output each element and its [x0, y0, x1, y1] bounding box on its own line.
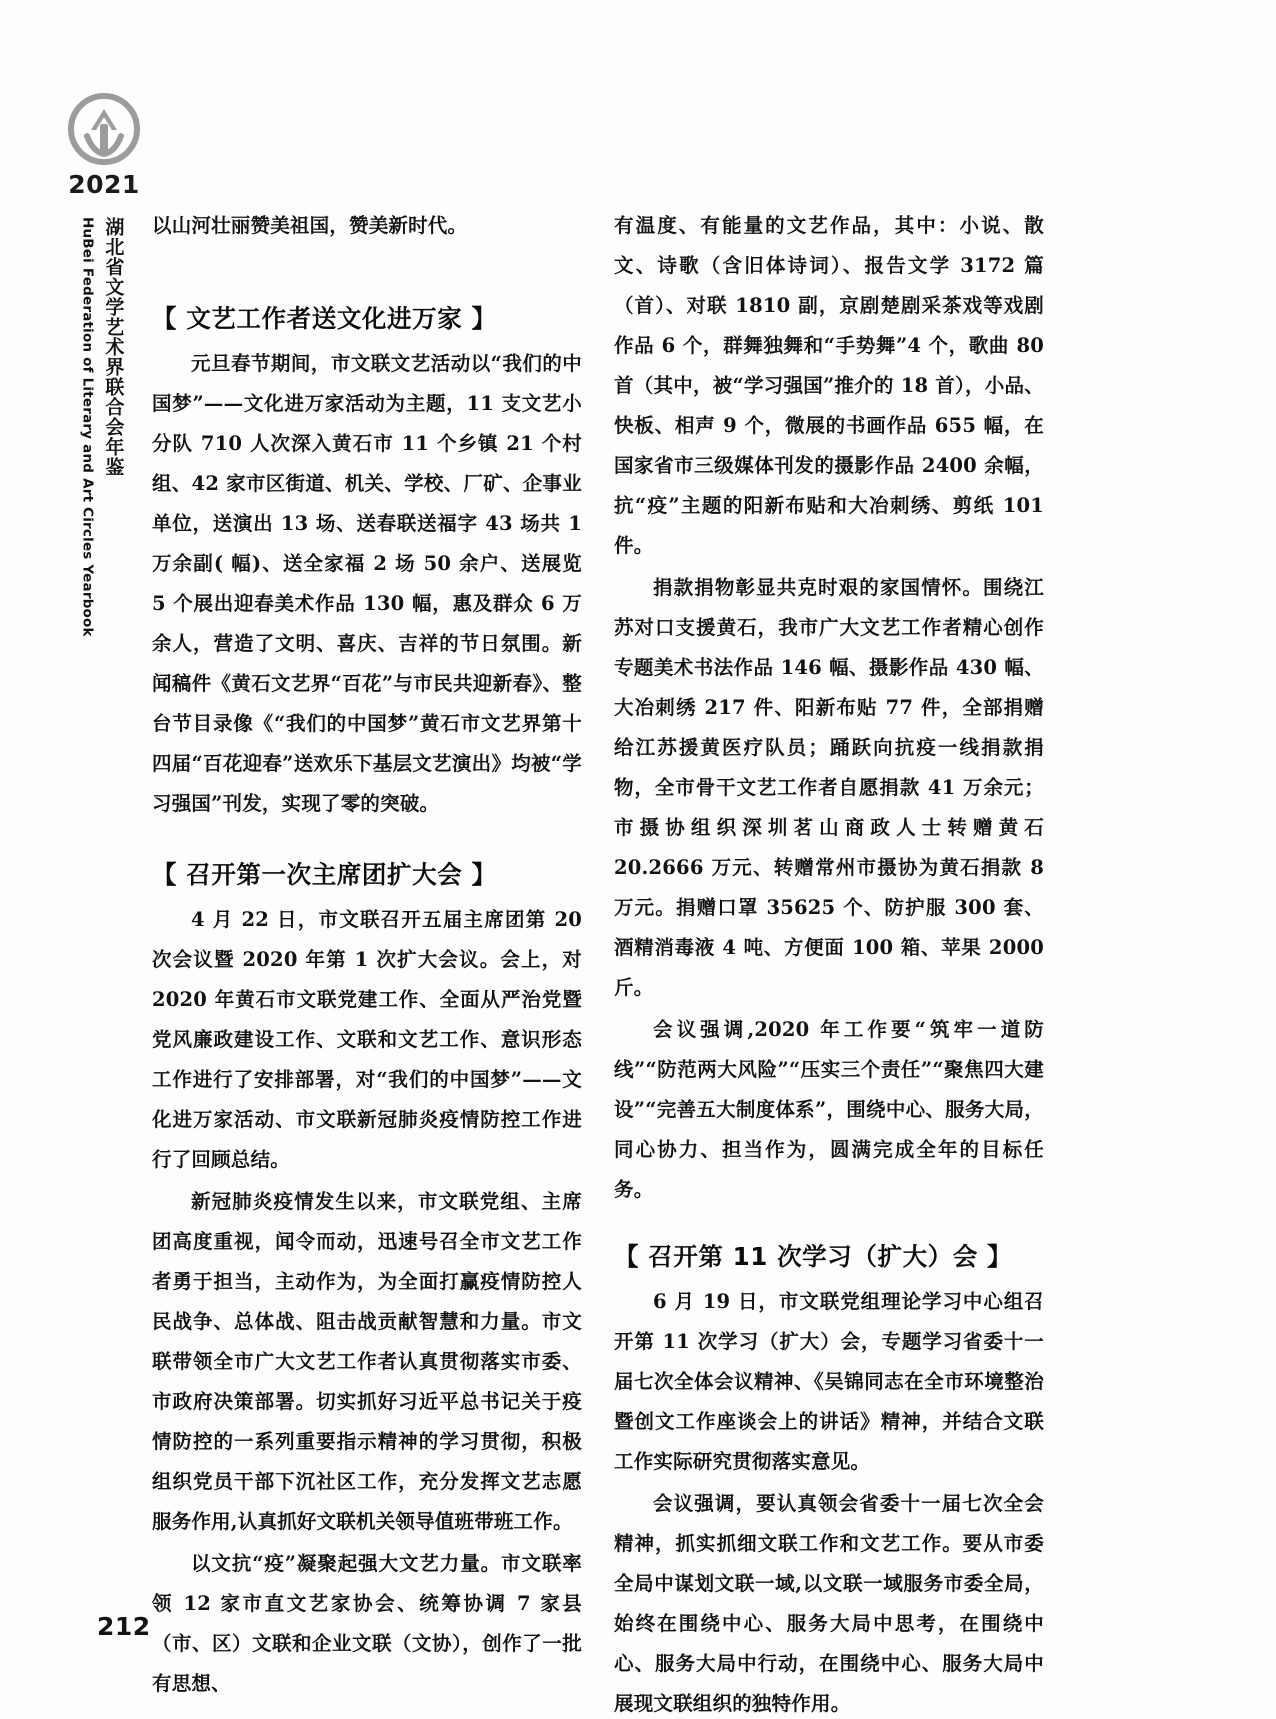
section-heading-first-presidium-meeting: 【 召开第一次主席团扩大会 】: [152, 860, 497, 889]
paragraph: 有温度、有能量的文艺作品，其中：小说、散文、诗歌（含旧体诗词）、报告文学 3172 篇（首）、对联 1810 副，京剧楚剧采茶戏等戏剧作品 6 个，群舞独舞和“手势舞”4 个，歌曲 80 首（其中，被“学习强国”推介的 18 首），小品、快板、相声 9 个，微展的书画作品 655 幅，在国家省市三级媒体刊发的摄影作品 2400 余幅，抗“疫”主题的阳新布贴和大冶刺绣、剪纸 101 件。: [614, 214, 1044, 557]
section-heading-11th-study-meeting: 【 召开第 11 次学习（扩大）会 】: [614, 1242, 1013, 1271]
left-column: [152, 206, 582, 1706]
page-rail: [62, 92, 146, 737]
rail-vertical-titles: [80, 217, 129, 737]
right-column: [614, 206, 1044, 1719]
spacer: [152, 248, 582, 268]
continued-paragraph: 以山河壮丽赞美祖国，赞美新时代。: [152, 214, 468, 237]
section-heading-culture-to-homes: 【 文艺工作者送文化进万家 】: [152, 304, 497, 333]
paragraph: 捐款捐物彰显共克时艰的家国情怀。围绕江苏对口支援黄石，我市广大文艺工作者精心创作专题美术书法作品 146 幅、摄影作品 430 幅、大冶刺绣 217 件、阳新布贴 77 件，全部捐赠给江苏援黄医疗队员；踊跃向抗疫一线捐款捐物，全市骨干文艺工作者自愿捐款 41 万余元；市摄协组织深圳茗山商政人士转赠黄石 20.2666 万元、转赠常州市摄协为黄石捐款 8 万元。捐赠口罩 35625 个、防护服 300 套、酒精消毒液 4 吨、方便面 100 箱、苹果 2000 斤。: [614, 576, 1044, 999]
paragraph: 以文抗“疫”凝聚起强大文艺力量。市文联率领 12 家市直文艺家协会、统筹协调 7 家县（市、区）文联和企业文联（文协），创作了一批有思想、: [152, 1552, 582, 1695]
paragraph: 新冠肺炎疫情发生以来，市文联党组、主席团高度重视，闻令而动，迅速号召全市文艺工作者勇于担当，主动作为，为全面打赢疫情防控人民战争、总体战、阻击战贡献智慧和力量。市文联带领全市广大文艺工作者认真贯彻落实市委、市政府决策部署。切实抓好习近平总书记关于疫情防控的一系列重要指示精神的学习贯彻，积极组织党员干部下沉社区工作，充分发挥文艺志愿服务作用,认真抓好文联机关领导值班带班工作。: [152, 1190, 582, 1533]
page-number: 212: [97, 1612, 151, 1641]
rail-title-cn: 湖北省文学艺术界联合会年鉴: [102, 217, 125, 477]
rail-year: 2021: [68, 170, 140, 199]
paragraph: 6 月 19 日，市文联党组理论学习中心组召开第 11 次学习（扩大）会，专题学习省委十一届七次全体会议精神、《吴锦同志在全市环境整治暨创文工作座谈会上的讲话》精神，并结合文联工作实际研究贯彻落实意见。: [614, 1290, 1044, 1473]
paragraph: 4 月 22 日，市文联召开五届主席团第 20 次会议暨 2020 年第 1 次扩大会议。会上，对 2020 年黄石市文联党建工作、全面从严治党暨党风廉政建设工作、文联和文艺工作、意识形态工作进行了安排部署，对“我们的中国梦”——文化进万家活动、市文联新冠肺炎疫情防控工作进行了回顾总结。: [152, 908, 582, 1171]
paragraph: 会议强调,2020 年工作要“筑牢一道防线”“防范两大风险”“压实三个责任”“聚焦四大建设”“完善五大制度体系”，围绕中心、服务大局，同心协力、担当作为，圆满完成全年的目标任务。: [614, 1018, 1044, 1201]
paragraph: 元旦春节期间，市文联文艺活动以“我们的中国梦”——文化进万家活动为主题，11 支文艺小分队 710 人次深入黄石市 11 个乡镇 21 个村组、42 家市区街道、机关、学校、厂矿、企事业单位，送演出 13 场、送春联送福字 43 场共 1 万余副( 幅)、送全家福 2 场 50 余户、送展览 5 个展出迎春美术作品 130 幅，惠及群众 6 万余人，营造了文明、喜庆、吉祥的节日氛围。新闻稿件《黄石文艺界“百花”与市民共迎新春》、整台节目录像《“我们的中国梦”黄石市文艺界第十四届“百花迎春”送欢乐下基层文艺演出》均被“学习强国”刊发，实现了零的突破。: [152, 352, 582, 815]
paragraph: 会议强调，要认真领会省委十一届七次全会精神，抓实抓细文联工作和文艺工作。要从市委全局中谋划文联一域,以文联一域服务市委全局，始终在围绕中心、服务大局中思考，在围绕中心、服务大局中行动，在围绕中心、服务大局中展现文联组织的独特作用。: [614, 1492, 1044, 1715]
rail-title-en: HuBei Federation of Literary and Art Circles Yearbook: [79, 217, 96, 637]
hubei-federation-logo: [67, 92, 141, 166]
